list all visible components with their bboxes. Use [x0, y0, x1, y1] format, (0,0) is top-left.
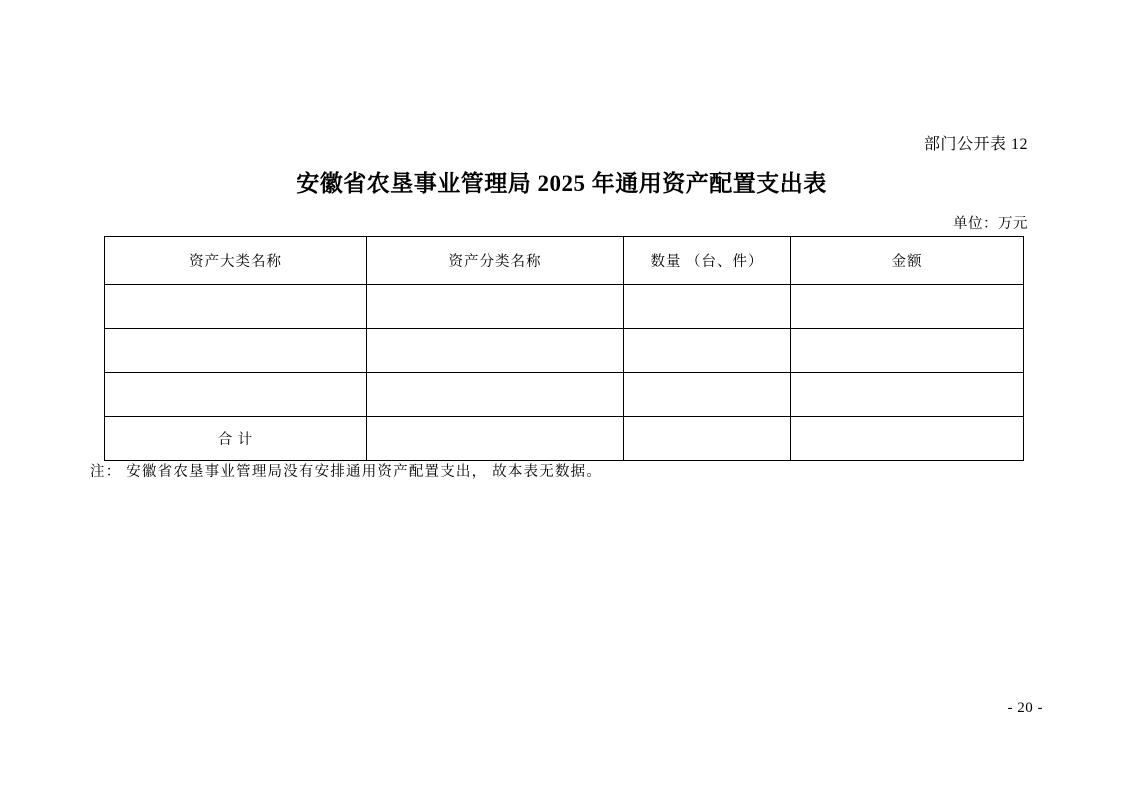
- table-header-row: [105, 237, 1024, 285]
- cell-asset-subcategory: [367, 329, 624, 373]
- unit-label: 单位：万元: [953, 216, 1028, 232]
- cell-asset-category: [105, 373, 367, 417]
- page-number: - 20 -: [1007, 700, 1043, 716]
- cell-amount: [791, 285, 1024, 329]
- cell-total-amount: [791, 417, 1024, 461]
- cell-amount: [791, 329, 1024, 373]
- cell-total-subcategory: [367, 417, 624, 461]
- table-note: 注： 安徽省农垦事业管理局没有安排通用资产配置支出， 故本表无数据。: [90, 464, 603, 480]
- table-row: [105, 329, 1024, 373]
- cell-total-quantity: [624, 417, 791, 461]
- cell-quantity: [624, 329, 791, 373]
- table-row: [105, 285, 1024, 329]
- cell-asset-category: [105, 285, 367, 329]
- table-row: [105, 373, 1024, 417]
- column-header-asset-subcategory: 资产分类名称: [367, 237, 624, 285]
- column-header-quantity: 数量 （台、件）: [624, 237, 791, 285]
- column-header-asset-category: 资产大类名称: [105, 237, 367, 285]
- table-row-total: [105, 417, 1024, 461]
- form-label: 部门公开表 12: [923, 136, 1028, 153]
- column-header-amount: 金额: [791, 237, 1024, 285]
- cell-asset-subcategory: [367, 373, 624, 417]
- table-header: [105, 237, 1024, 285]
- cell-asset-category: [105, 329, 367, 373]
- cell-quantity: [624, 285, 791, 329]
- page-title: 安徽省农垦事业管理局 2025 年通用资产配置支出表: [296, 171, 827, 196]
- cell-amount: [791, 373, 1024, 417]
- cell-total-label: 合 计: [105, 417, 367, 461]
- asset-allocation-table: [104, 236, 1024, 461]
- cell-asset-subcategory: [367, 285, 624, 329]
- table-body: [105, 285, 1024, 461]
- cell-quantity: [624, 373, 791, 417]
